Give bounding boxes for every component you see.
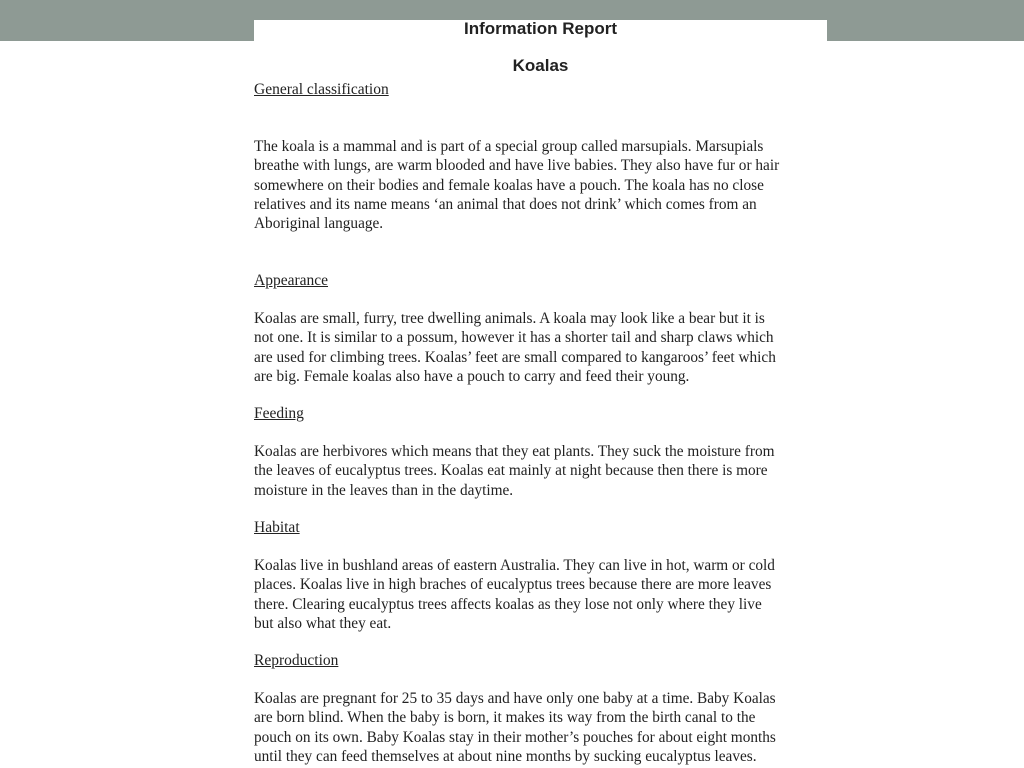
paragraph-line: places. Koalas live in high braches of eucalyptus trees because there are more leaves xyxy=(254,576,772,594)
section-heading-habitat: Habitat xyxy=(254,519,300,536)
section-paragraph-habitat xyxy=(254,556,827,633)
paragraph-line: Koalas are pregnant for 25 to 35 days and have only one baby at a time. Baby Koalas xyxy=(254,690,776,707)
document-title: Information Report xyxy=(464,19,617,38)
paragraph-line: pouch on its own. Baby Koalas stay in their mother’s pouches for about eight months xyxy=(254,728,776,746)
paragraph-line: the leaves of eucalyptus trees. Koalas eat mainly at night because then there is more xyxy=(254,462,768,480)
section-heading-reproduction: Reproduction xyxy=(254,652,339,669)
paragraph-line: moisture in the leaves than in the daytime. xyxy=(254,481,514,499)
section-paragraph-feeding xyxy=(254,442,827,500)
section-paragraph-general-classification xyxy=(254,137,827,233)
paragraph-line: relatives and its name means ‘an animal that does not drink’ which comes from an xyxy=(254,195,757,213)
paragraph-line: are used for climbing trees. Koalas’ feet are small compared to kangaroos’ feet which xyxy=(254,348,776,366)
document-subtitle: Koalas xyxy=(512,56,569,75)
section-heading-general-classification: General classification xyxy=(254,81,389,98)
paragraph-line: but also what they eat. xyxy=(254,614,392,632)
paragraph-line: Aboriginal language. xyxy=(254,215,384,233)
section-heading-feeding: Feeding xyxy=(254,405,304,422)
section-paragraph-reproduction xyxy=(254,689,827,766)
paragraph-line: The koala is a mammal and is part of a special group called marsupials. Marsupials xyxy=(254,138,764,155)
paragraph-line: there. Clearing eucalyptus trees affects koalas as they lose not only where they live xyxy=(254,595,762,613)
paragraph-line: are born blind. When the baby is born, it makes its way from the birth canal to the xyxy=(254,709,756,727)
section-heading-appearance: Appearance xyxy=(254,272,329,289)
paragraph-line: Koalas are small, furry, tree dwelling animals. A koala may look like a bear but it is xyxy=(254,310,765,327)
section-paragraph-appearance xyxy=(254,309,827,386)
paragraph-line: somewhere on their bodies and female koalas have a pouch. The koala has no close xyxy=(254,176,764,194)
paragraph-line: are big. Female koalas also have a pouch to carry and feed their young. xyxy=(254,367,690,385)
paragraph-line: until they can feed themselves at about nine months by sucking eucalyptus leaves. xyxy=(254,747,757,765)
paragraph-line: Koalas are herbivores which means that they eat plants. They suck the moisture from xyxy=(254,443,775,460)
document-page xyxy=(254,20,827,768)
paragraph-line: not one. It is similar to a possum, however it has a shorter tail and sharp claws which xyxy=(254,329,774,347)
paragraph-line: Koalas live in bushland areas of eastern Australia. They can live in hot, warm or cold xyxy=(254,557,775,574)
paragraph-line: breathe with lungs, are warm blooded and have live babies. They also have fur or hair xyxy=(254,157,780,175)
